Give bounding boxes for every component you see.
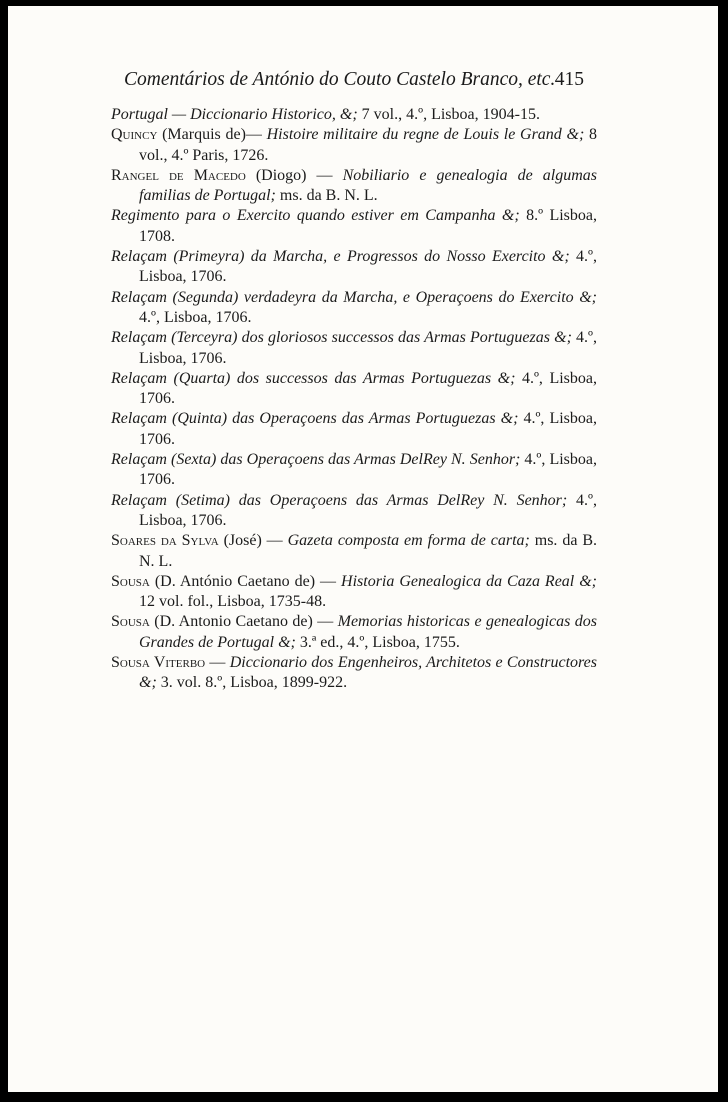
entry-details: ms. da B. N. L. [275,187,378,205]
bibliography-entry [111,288,597,329]
entry-title: Historia Genealogica da Caza Real &; [341,572,598,590]
entry-details: 8 vol., 4.º Paris, 1726. [139,126,597,164]
entry-title: Nobiliario e genealogia de algumas familias de Portugal; [139,166,597,205]
entry-title: Relaçam (Setima) das Operaçoens das Armas DelRey N. Senhor; [111,491,568,509]
entry-details: 4.º, Lisboa, 1706. [139,329,598,367]
bibliography-entry [111,369,597,410]
entry-details: 4.º, Lisboa, 1706. [139,410,597,448]
entry-author-detail: (D. António Caetano de) — [149,572,342,590]
bibliography-entry [111,409,597,450]
entry-details: 4.º, Lisboa, 1706. [139,369,597,408]
entry-details: 8.º Lisboa, 1708. [139,207,597,245]
entry-details: 4.º, Lisboa, 1706. [139,491,597,529]
entry-author-detail: (D. Antonio Caetano de) — [149,613,338,631]
entry-author: Rangel de Macedo [111,166,246,184]
entry-author-detail: (Marquis de)— [157,126,267,144]
entry-title: Histoire militaire du regne de Louis le Grand &; [266,126,585,144]
entry-details: 4.º, Lisboa, 1706. [139,308,252,326]
entry-title: Gazeta composta em forma de carta; [287,532,530,550]
entry-author-detail: (José) — [218,532,288,550]
entry-title: Regimento para o Exercito quando estiver em Campanha &; [111,207,520,225]
entry-author-detail: (Diogo) — [245,166,343,184]
entry-title: Relaçam (Segunda) verdadeyra da Marcha, e Operaçoens do Exercito &; [111,288,597,306]
entry-author-detail: — [205,654,230,672]
entry-author: Sousa [111,572,150,590]
bibliography-entry [111,491,597,532]
entry-details: 7 vol., 4.º, Lisboa, 1904-15. [357,106,540,123]
bibliography-list [111,105,597,694]
bibliography-entry [111,105,597,125]
entry-title: Relaçam (Sexta) das Operaçoens das Armas DelRey N. Senhor; [111,451,521,469]
entry-title: Relaçam (Quinta) das Operaçoens das Armas Portuguezas &; [111,410,519,428]
bibliography-entry [111,247,597,288]
entry-details: 12 vol. fol., Lisboa, 1735-48. [139,593,327,611]
entry-details: 4.º, Lisboa, 1706. [139,451,597,489]
entry-details: 3.ª ed., 4.º, Lisboa, 1755. [295,633,460,651]
running-title: Comentários de António do Couto Castelo Branco, etc. [124,69,556,90]
bibliography-entry [111,572,597,613]
bibliography-entry [111,328,597,369]
bibliography-entry [111,450,597,491]
entry-title: Relaçam (Quarta) dos successos das Armas Portuguezas &; [111,369,516,387]
entry-title: Portugal — Diccionario Historico, &; [111,106,358,123]
bibliography-entry [111,125,597,166]
bibliography-entry [111,531,597,572]
entry-author: Sousa Viterbo [111,654,206,672]
bibliography-entry [111,206,597,247]
entry-author: Sousa [111,613,150,631]
entry-author: Soares da Sylva [111,532,219,550]
entry-title: Diccionario dos Engenheiros, Architetos e Constructores &; [139,654,598,692]
entry-title: Memorias historicas e genealogicas dos Grandes de Portugal &; [139,613,598,651]
bibliography-entry [111,166,597,207]
page-number: 415 [554,69,584,90]
running-header [124,69,584,91]
entry-title: Relaçam (Primeyra) da Marcha, e Progressos do Nosso Exercito &; [111,248,570,266]
entry-details: 3. vol. 8.º, Lisboa, 1899-922. [156,674,348,692]
entry-details: 4.º, Lisboa, 1706. [139,248,597,286]
entry-details: ms. da B. N. L. [139,532,597,570]
bibliography-entry [111,612,597,653]
entry-author: Quincy [111,126,158,144]
page [8,6,718,1092]
entry-title: Relaçam (Terceyra) dos gloriosos successos das Armas Portuguezas &; [111,329,572,347]
bibliography-entry [111,653,597,694]
